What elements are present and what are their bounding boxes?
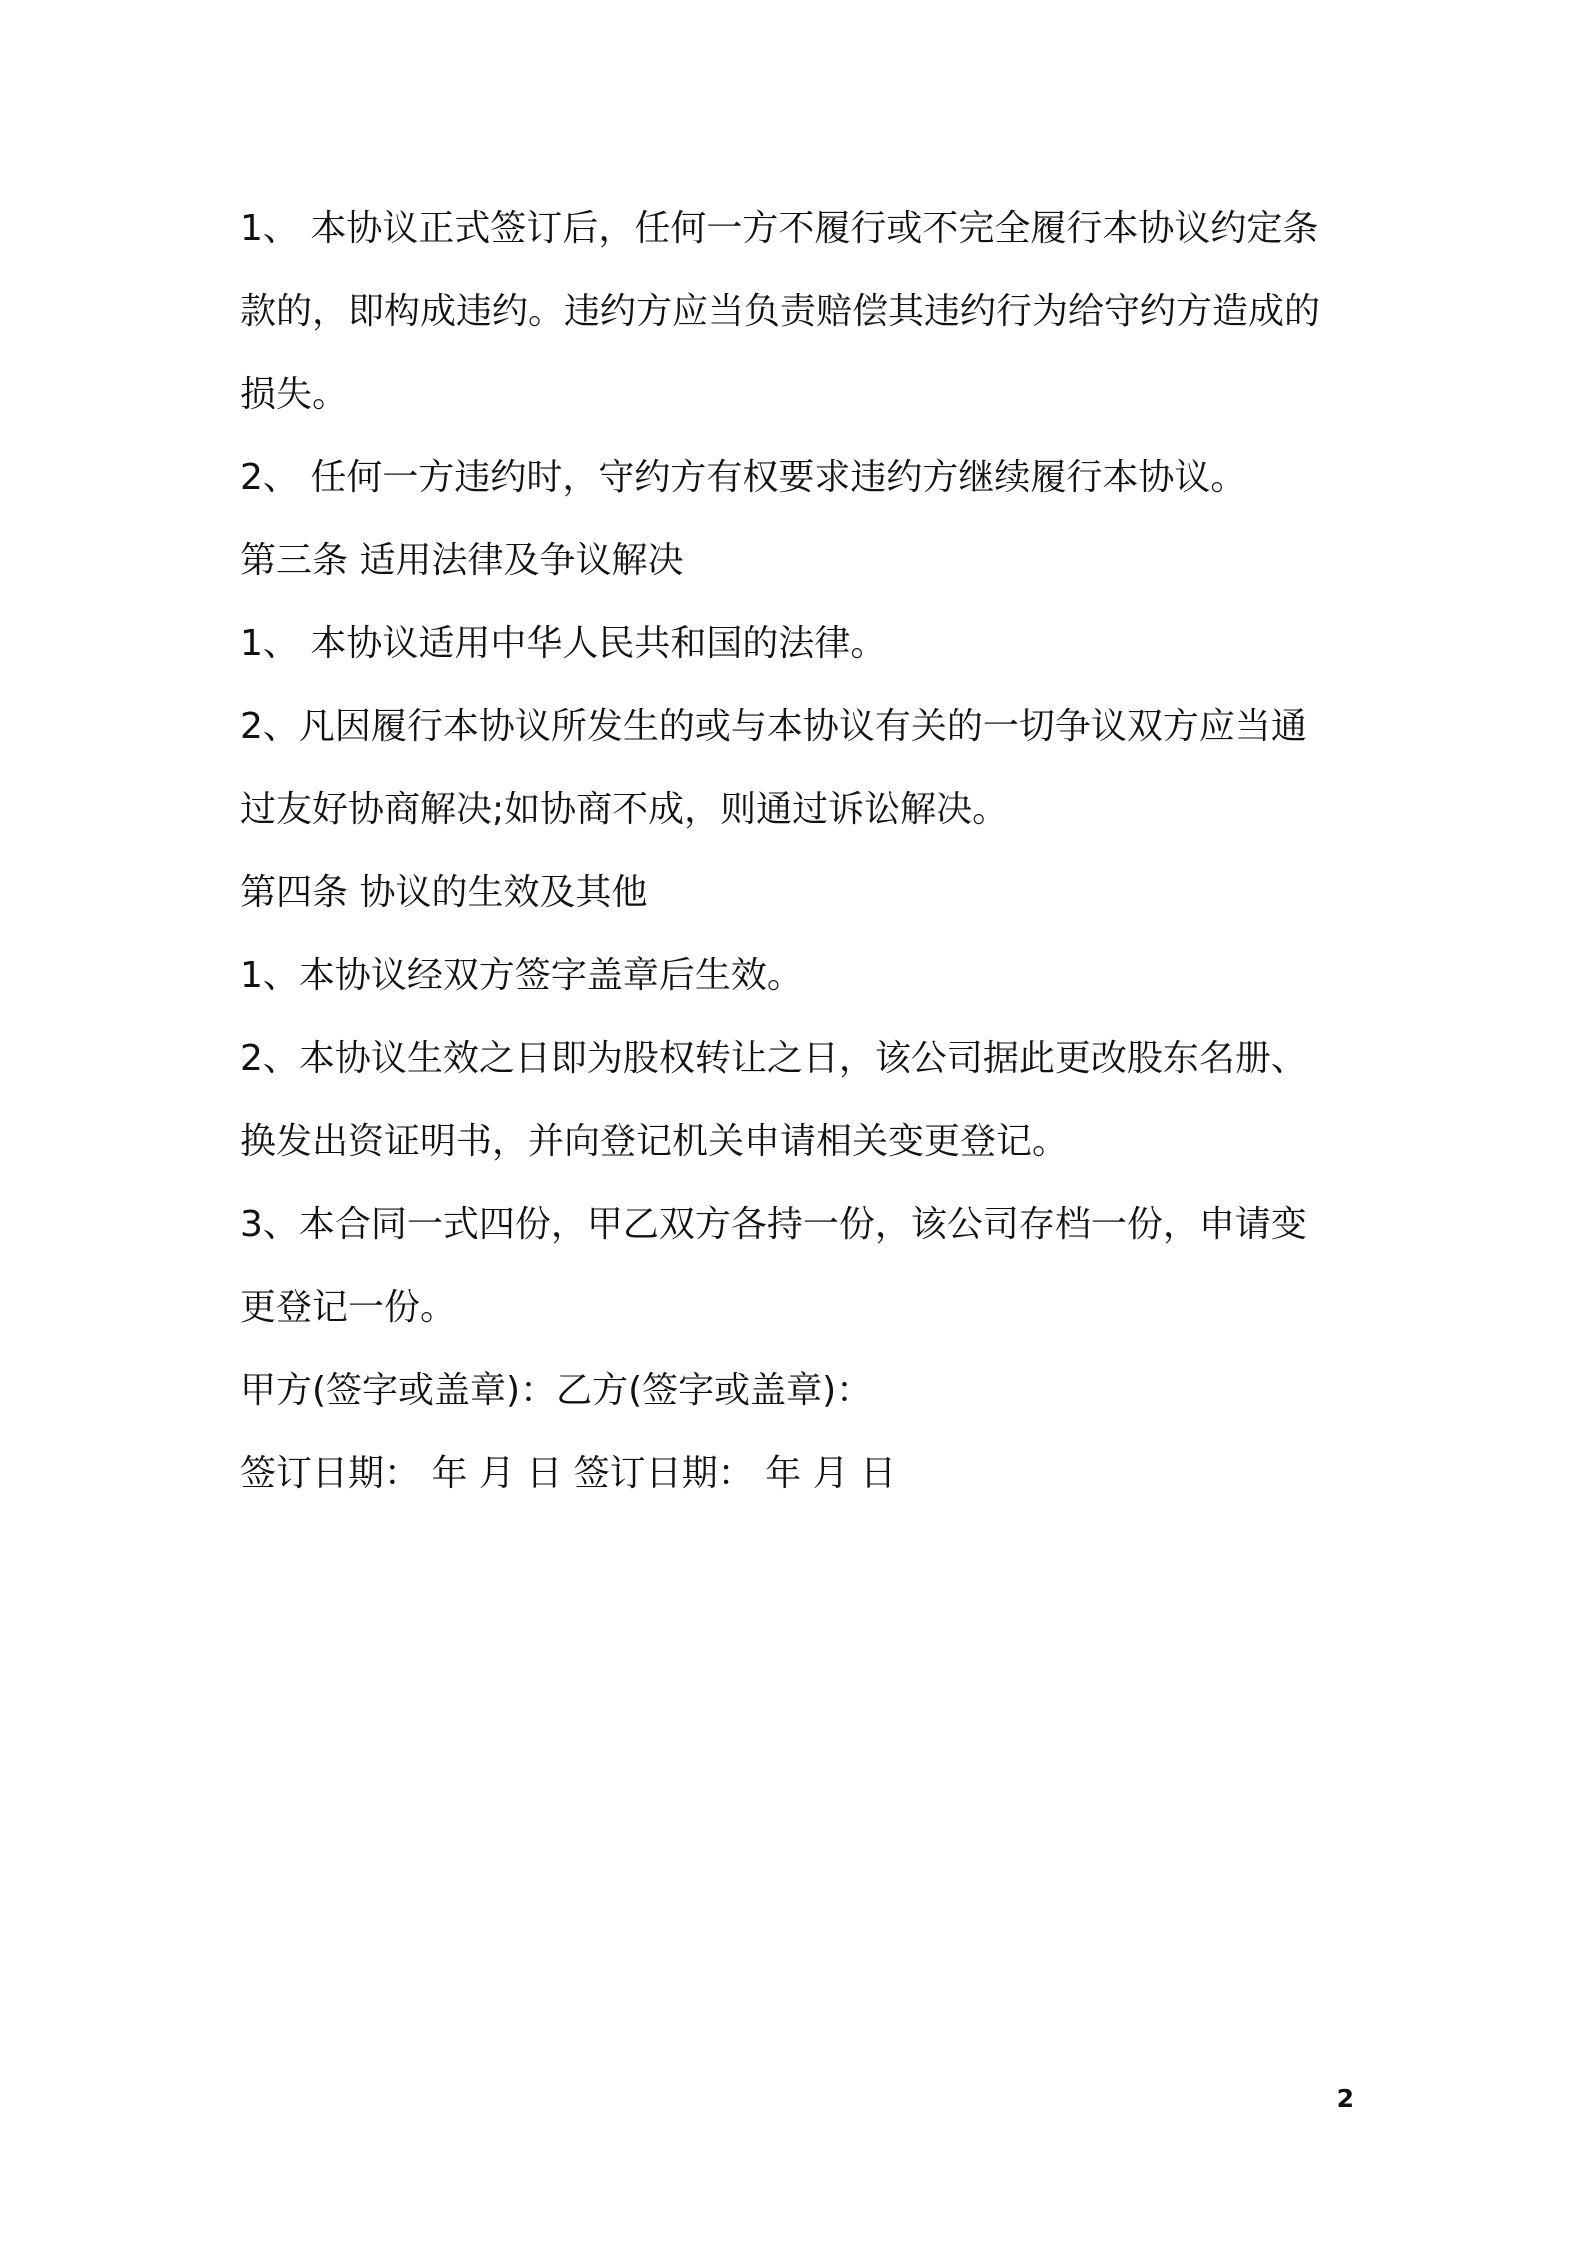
- transfer-date-clause-line-1: 2、本协议生效之日即为股权转让之日，该公司据此更改股东名册、: [240, 1038, 1307, 1079]
- breach-clause-1-line-2: 款的，即构成违约。违约方应当负责赔偿其违约行为给守约方造成的: [240, 291, 1321, 332]
- article-3-heading: 第三条 适用法律及争议解决: [240, 540, 684, 581]
- article-4-heading: 第四条 协议的生效及其他: [240, 872, 648, 913]
- copies-clause-line-2: 更登记一份。: [240, 1287, 457, 1328]
- signing-dates: 签订日期： 年 月 日 签订日期： 年 月 日: [240, 1453, 897, 1494]
- dispute-clause-line-2: 过友好协商解决;如协商不成，则通过诉讼解决。: [240, 789, 1009, 830]
- breach-clause-1-line-3: 损失。: [240, 374, 349, 415]
- effectiveness-clause-1: 1、本协议经双方签字盖章后生效。: [240, 955, 803, 996]
- breach-clause-1-line-1: 1、 本协议正式签订后，任何一方不履行或不完全履行本协议约定条: [240, 208, 1319, 249]
- dispute-clause-line-1: 2、凡因履行本协议所发生的或与本协议有关的一切争议双方应当通: [240, 706, 1307, 747]
- transfer-date-clause-line-2: 换发出资证明书，并向登记机关申请相关变更登记。: [240, 1121, 1069, 1162]
- breach-clause-2: 2、 任何一方违约时，守约方有权要求违约方继续履行本协议。: [240, 457, 1247, 498]
- page-number: 2: [1336, 2084, 1354, 2113]
- law-clause-1: 1、 本协议适用中华人民共和国的法律。: [240, 623, 887, 664]
- signature-parties: 甲方(签字或盖章)：乙方(签字或盖章)：: [240, 1370, 873, 1411]
- copies-clause-line-1: 3、本合同一式四份，甲乙双方各持一份，该公司存档一份，申请变: [240, 1204, 1307, 1245]
